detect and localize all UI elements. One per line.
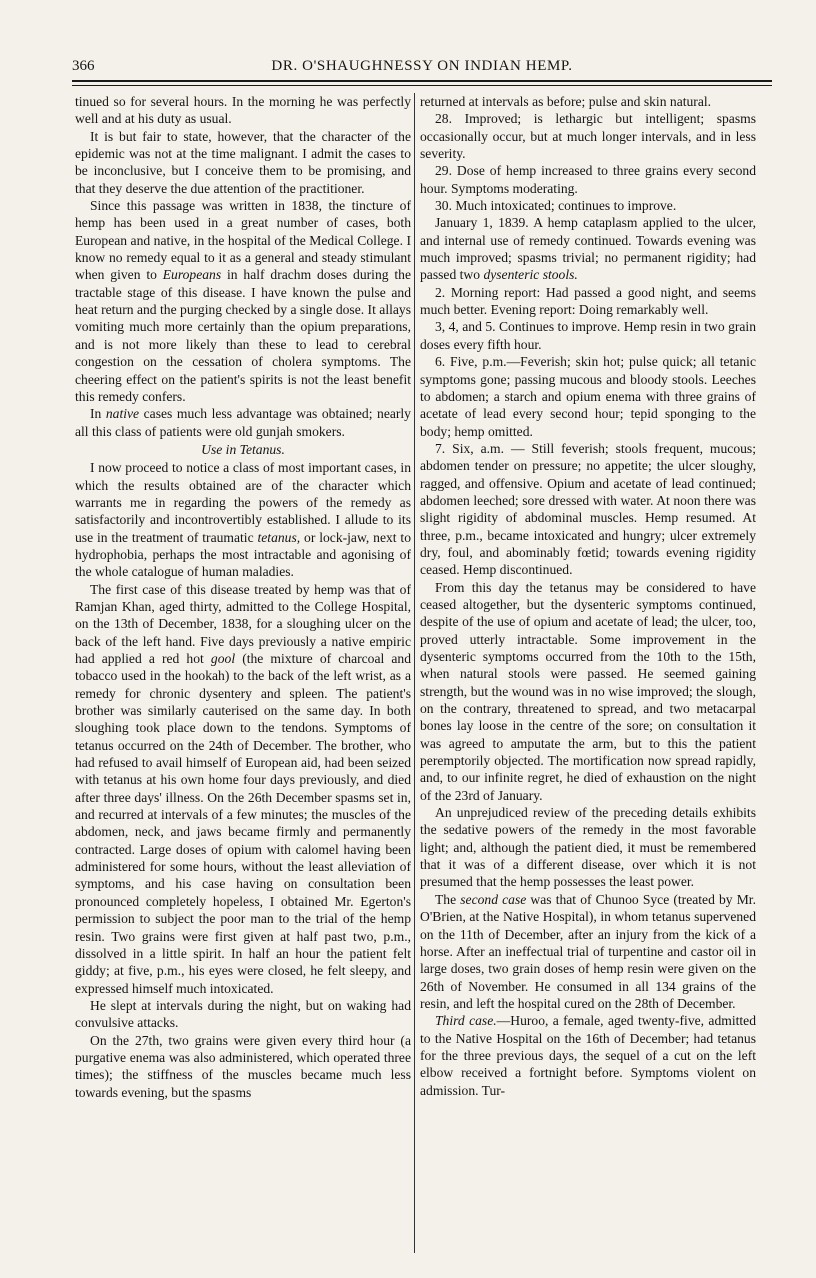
paragraph: 28. Improved; is lethargic but intelligent; spasms occasionally occur, but at much longer intervals, and in less severity.	[420, 111, 756, 162]
right-column	[420, 93, 756, 1258]
paragraph: Since this passage was written in 1838, the tincture of hemp has been used in a great number of cases, both European and native, in the hospital of the Medical College. I know no remedy equal to it as a general and steady stimulant when given to Europeans in half drachm doses during the tractable stage of this disease. I have known the pulse and heat return and the purging checked by a single dose. It allays vomiting much more certainly than the opium preparations, and is not more likely than these to lead to cerebral congestion on the cessation of cholera symptoms. The cheering effect on the patient's spirits is not the least benefit this remedy confers.	[75, 198, 411, 404]
paragraph: An unprejudiced review of the preceding details exhibits the sedative powers of the remedy in the most favorable light; and, although the patient died, it must be remembered that it was of a different disease, over which it is not presumed that the hemp possesses the least power.	[420, 805, 756, 890]
paragraph: 7. Six, a.m. — Still feverish; stools frequent, mucous; abdomen tender on pressure; no appetite; the ulcer sloughy, ragged, and offensive. Opium and acetate of lead continued; abdomen leeched; sore dressed with water. At noon there was slight rigidity of abdominal muscles. Hemp resumed. At three, p.m., became intoxicated and hungry; ulcer extremely dry, foul, and abominably fœtid; towards evening rigidity ceased. Hemp discontinued.	[420, 440, 756, 578]
running-header	[72, 58, 772, 80]
left-column	[75, 93, 411, 1258]
paragraph: returned at intervals as before; pulse and skin natural.	[420, 94, 712, 109]
page-number: 366	[72, 58, 95, 74]
paragraph: 29. Dose of hemp increased to three grains every second hour. Symptoms moderating.	[420, 163, 756, 196]
paragraph: tinued so for several hours. In the morning he was perfectly well and at his duty as usual.	[75, 94, 411, 127]
paragraph: January 1, 1839. A hemp cataplasm applied to the ulcer, and internal use of remedy continued. Towards evening was much improved; spasms trivial; no permanent rigidity; had passed two dysenteric stools.	[420, 215, 756, 283]
header-rule-thin	[72, 85, 772, 86]
paragraph: Third case.—Huroo, a female, aged twenty-five, admitted to the Native Hospital on the 16th of December; had tetanus for the three previous days, the sequel of a cut on the left elbow received a fortnight before. Symptoms violent on admission. Tur-	[420, 1013, 756, 1098]
paragraph: 6. Five, p.m.—Feverish; skin hot; pulse quick; all tetanic symptoms gone; passing mucous and bloody stools. Leeches to abdomen; a starch and opium enema with three grains of acetate of lead every second hour; tepid sponging to the body; hemp omitted.	[420, 354, 756, 439]
paragraph: 2. Morning report: Had passed a good night, and seems much better. Evening report: Doing remarkably well.	[420, 284, 756, 318]
paragraph: The first case of this disease treated by hemp was that of Ramjan Khan, aged thirty, admitted to the College Hospital, on the 13th of December, 1838, for a sloughing ulcer on the back of the left hand. Five days previously a native empiric had applied a red hot gool (the mixture of charcoal and tobacco used in the hookah) to the back of the left wrist, as a remedy for chronic dysentery and spleen. The patient's brother was similarly cauterised on the same day. In both sloughing took place down to the tendons. Symptoms of tetanus occurred on the 24th of December. The brother, who had refused to avail himself of European aid, had been seized with tetanus at his own home four days previously, and died after three days' illness. On the 26th December spasms set in, and recurred at intervals of a few minutes; the muscles of the abdomen, neck, and jaws became firmly and permanently contracted. Large doses of opium with calomel having been administered for some hours, without the least alleviation of symptoms, and his case having on consultation been pronounced completely hopeless, I obtained Mr. Egerton's permission to subject the poor man to the trial of the hemp resin. Two grains were first given at half past two, p.m., dissolved in a little spirit. In half an hour the patient felt giddy; at five, p.m., his eyes were closed, he felt sleepy, and expressed himself much intoxicated.	[75, 581, 411, 996]
section-heading: Use in Tetanus.	[201, 441, 285, 457]
paragraph: On the 27th, two grains were given every third hour (a purgative enema was also administered, which operated three times); the stiffness of the muscles became much less towards evening, but the spasms	[75, 1032, 411, 1100]
header-rule-thick	[72, 80, 772, 82]
paragraph: It is but fair to state, however, that the character of the epidemic was not at the time malignant. I admit the cases to be inconclusive, but I conceive them to be promising, and that they deserve the due attention of the practitioner.	[75, 128, 411, 196]
column-divider	[414, 93, 415, 1253]
paragraph: 3, 4, and 5. Continues to improve. Hemp resin in two grain doses every fifth hour.	[420, 319, 756, 352]
paragraph: I now proceed to notice a class of most important cases, in which the results obtained are of the character which warrants me in regarding the powers of the remedy as satisfactorily and incontrovertibly established. I allude to its use in the treatment of traumatic tetanus, or lock-jaw, next to hydrophobia, perhaps the most intractable and agonising of the whole catalogue of human maladies.	[75, 460, 411, 580]
running-title: DR. O'SHAUGHNESSY ON INDIAN HEMP.	[271, 58, 573, 74]
paragraph: 30. Much intoxicated; continues to improve.	[435, 198, 677, 214]
paragraph: From this day the tetanus may be considered to have ceased altogether, but the dysenteric symptoms continued, despite of the use of opium and acetate of lead; the ulcer, too, proved utterly intractable. Some improvement in the dysenteric symptoms occurred from the 10th to the 15th, when natural stools were passed. He seemed gaining strength, but the wound was in no wise improved; the slough, on the contrary, threatened to spread, and two metacarpal bones lay loose in the centre of the sore; on consultation it was agreed to amputate the arm, but to this the patient peremptorily objected. The mortification now spread rapidly, and, to our infinite regret, he died of exhaustion on the night of the 23rd of January.	[420, 579, 756, 803]
paragraph: The second case was that of Chunoo Syce (treated by Mr. O'Brien, at the Native Hospital), in whom tetanus supervened on the 11th of December, after an injury from the kick of a horse. After an ineffectual trial of turpentine and castor oil in large doses, two grain doses of hemp resin were given on the 26th of November. He consumed in all 134 grains of the resin, and left the hospital cured on the 28th of December.	[420, 891, 756, 1011]
paragraph: In native cases much less advantage was obtained; nearly all this class of patients were old gunjah smokers.	[75, 406, 411, 439]
paragraph: He slept at intervals during the night, but on waking had convulsive attacks.	[75, 997, 411, 1031]
